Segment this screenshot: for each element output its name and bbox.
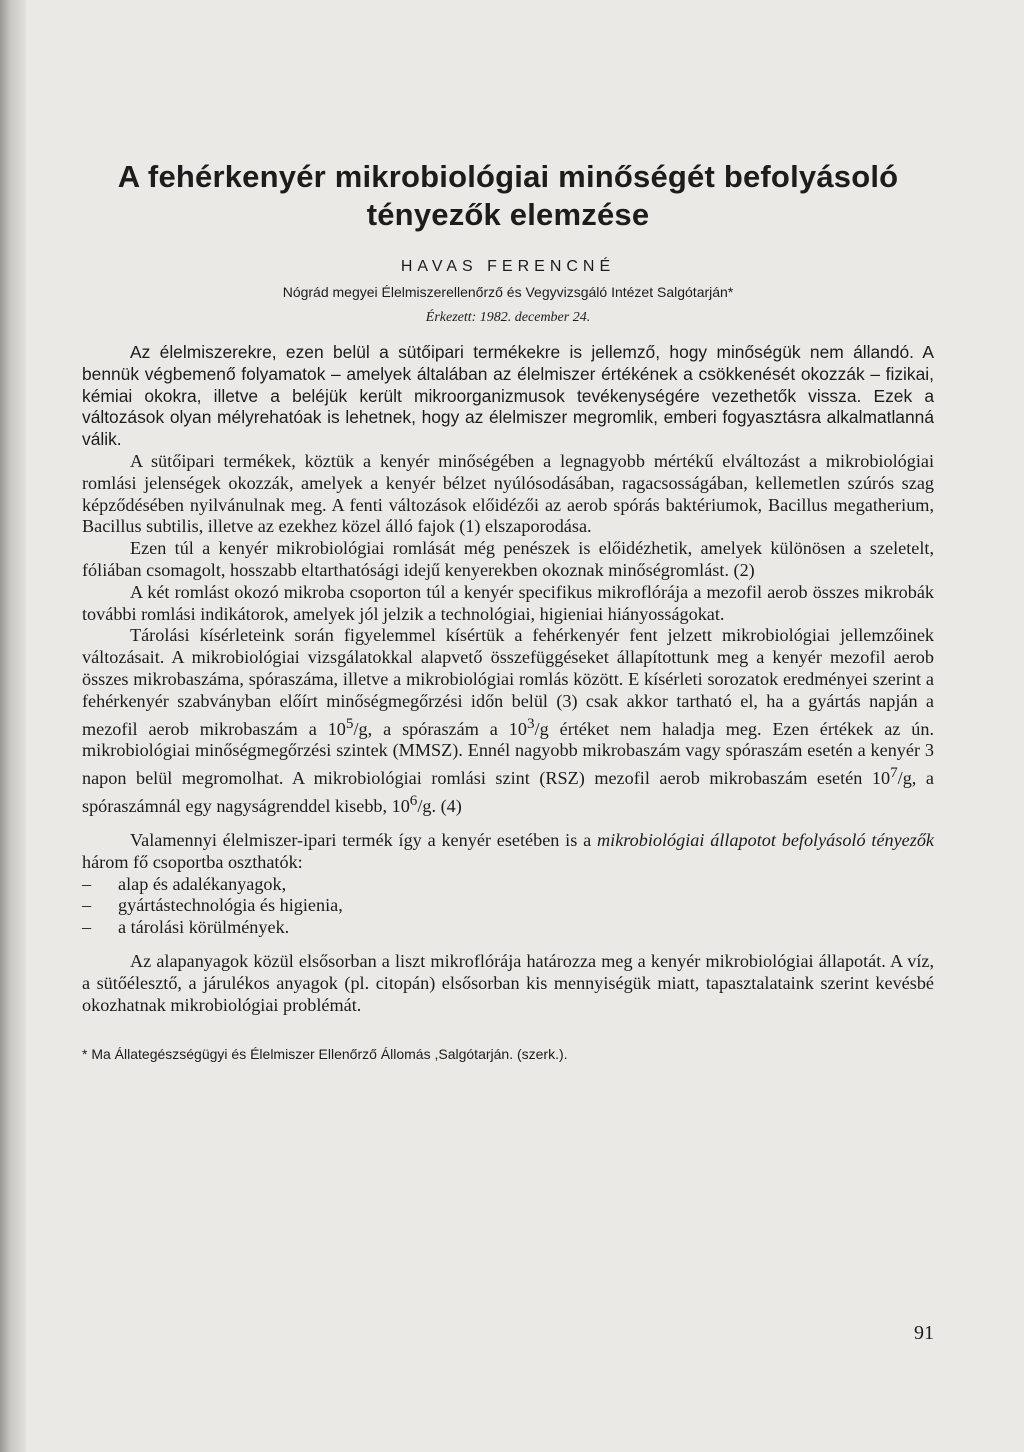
title-line-1: A fehérkenyér mikrobiológiai minőségét befolyásoló: [117, 159, 899, 194]
list-item-text: gyártástechnológia és higienia,: [118, 895, 343, 916]
p6-emphasis: mikrobiológiai állapotot befolyásoló tényezők: [597, 829, 934, 850]
article-title: [82, 158, 934, 234]
superscript: 7: [890, 764, 898, 782]
article: [82, 150, 934, 1062]
title-line-2: tényezők elemzése: [366, 197, 650, 232]
p5-part-d: /g, a spóraszámnál egy nagyságrenddel kisebb, 10: [82, 768, 934, 817]
p5-part-e: /g. (4): [417, 796, 462, 817]
received-date: Érkezett: 1982. december 24.: [425, 310, 591, 325]
paragraph-1: Az élelmiszerekre, ezen belül a sütőipari termékekre is jellemző, hogy minőségük nem állandó. A bennük végbemenő folyamatok – amelyek általában az élelmiszer értékének a csökkenését okozzák – fizikai, kémiai okokra, illetve a beléjük került mikroorganizmusok tevékenységére vezethetők vissza. Ezek a változások olyan mélyrehatóak is lehetnek, hogy az élelmiszer megromlik, emberi fogyasztásra alkalmatlanná válik.: [82, 342, 934, 450]
list-item-text: alap és adalékanyagok,: [118, 873, 287, 894]
dash: –: [82, 873, 92, 894]
superscript: 3: [526, 714, 535, 732]
paragraph-3: Ezen túl a kenyér mikrobiológiai romlását még penészek is előidézhetik, amelyek különösen a szeletelt, fóliában csomagolt, hosszabb eltarthatósági idejű kenyerekben okoznak minőségromlást. (2): [82, 538, 934, 580]
author: HAVAS FERENCNÉ: [400, 258, 616, 275]
book-spine-shadow: [0, 0, 26, 1452]
footnote: * Ma Állategészségügyi és Élelmiszer Ellenőrző Állomás ,Salgótarján. (szerk.).: [82, 1046, 568, 1063]
paragraph-4: A két romlást okozó mikroba csoporton túl a kenyér specifikus mikroflórája a mezofil aerob összes mikrobák további romlási indikátorok, amelyek jól jelzik a technológiai, higieniai hiányosságokat.: [82, 581, 934, 624]
body-text: [82, 342, 934, 1016]
p5-part-b: /g, a spóraszám a 10: [353, 718, 527, 739]
list-item: [82, 917, 934, 939]
page-number: 91: [914, 1322, 934, 1344]
p6-part-a: Valamennyi élelmiszer-ipari termék így a kenyér esetében is a: [130, 829, 597, 850]
paragraph-7: Az alapanyagok közül elsősorban a liszt mikroflórája határozza meg a kenyér mikrobiológiai állapotát. A víz, a sütőélesztő, a járulékos anyagok (pl. citopán) elsősorban kis mennyiségük miatt, tapasztalataink szerint kevésbé okozhatnak mikrobiológiai problémát.: [82, 950, 934, 1015]
p6-part-b: három fő csoportba oszthatók:: [82, 851, 303, 872]
superscript: 5: [345, 714, 354, 732]
superscript: 6: [409, 792, 418, 810]
affiliation: Nógrád megyei Élelmiszerellenőrző és Vegyvizsgáló Intézet Salgótarján*: [282, 284, 734, 300]
list-item: [82, 895, 934, 917]
dash: –: [82, 895, 92, 916]
paragraph-2: A sütőipari termékek, köztük a kenyér minőségében a legnagyobb mértékű elváltozást a mikrobiológiai romlási jelenségek okozzák, amelyek a kenyér bélzet nyúlósodásában, ragacsosságában, kellemetlen szúrós szag képződésében nyilvánulnak meg. A fenti változások előidézői az aerob spórás baktériumok, Bacillus megatherium, Bacillus subtilis, illetve az ezekhez közel álló fajok (1) elszaporodása.: [82, 450, 934, 537]
factor-list: [82, 874, 934, 939]
p5-part-a: Tárolási kísérleteink során figyelemmel kísértük a fehérkenyér fent jelzett mikrobiológiai jellemzőinek változásait. A mikrobiológiai vizsgálatokkal alapvető összefüggéseket állapítottunk meg a kenyér mezofil aerob összes mikrobaszáma, spóraszáma, illetve a mikrobiológiai romlás között. E kísérleti sorozatok eredményei szerint a fehérkenyér szabványban előírt minőségmegőrzési időn belül (3) csak akkor tartható el, ha a gyártás napján a mezofil aerob mikrobaszám a 10: [82, 625, 934, 739]
p5-part-c: /g értéket nem haladja meg. Ezen értékek az ún. mikrobiológiai minőségmegőrzési szintek (MMSZ). Ennél nagyobb mikrobaszám vagy spóraszám esetén a kenyér 3 napon belül megromolhat. A mikrobiológiai romlási szint (RSZ) mezofil aerob mikrobaszám esetén 10: [82, 718, 934, 789]
dash: –: [82, 917, 92, 938]
list-item: [82, 874, 934, 896]
paragraph-5: [82, 625, 934, 818]
paragraph-6: [82, 830, 934, 874]
list-item-text: a tárolási körülmények.: [118, 917, 290, 938]
